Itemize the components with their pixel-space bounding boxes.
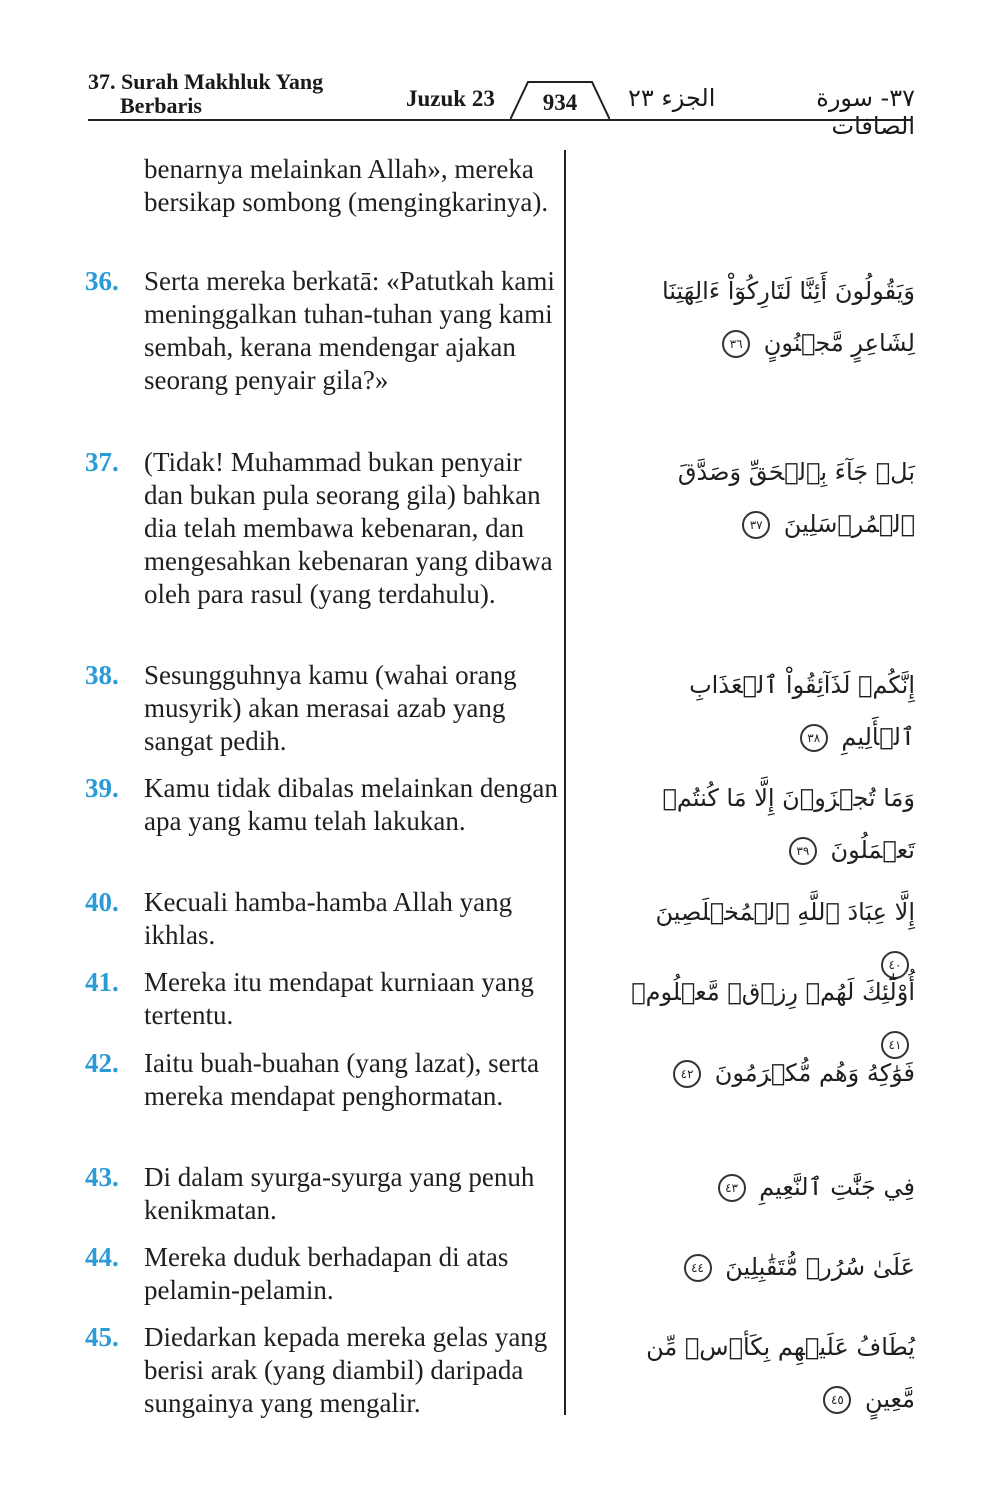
verse-number: 44. — [85, 1242, 119, 1272]
verse-translation: Kecuali hamba-hamba Allah yang ikhlas. — [144, 887, 513, 950]
verse-arabic — [615, 1161, 915, 1213]
verse-translation: Serta mereka berkatā: «Patutkah kami meninggalkan tuhan-tuhan yang kami sembah, kerana mendengar ajakan seorang penyair gila?» — [144, 266, 555, 395]
surah-title-line1: 37. Surah Makhluk Yang — [88, 69, 324, 94]
verse-translation: Di dalam syurga-syurga yang penuh kenikmatan. — [144, 1162, 535, 1225]
header-rule — [88, 119, 912, 121]
ayah-marker: ٣٩ — [789, 837, 817, 865]
ayah-marker: ٣٧ — [742, 511, 770, 539]
arabic-text: فَوَٰكِهُ وَهُم مُّكۡرَمُونَ — [714, 1059, 915, 1087]
verse-arabic — [615, 1321, 915, 1425]
verse-arabic — [615, 1241, 915, 1293]
arabic-text: إِنَّكُمۡ لَذَآئِقُواْ ٱلۡعَذَابِ ٱلۡأَلِيمِ — [689, 671, 915, 751]
ayah-marker: ٤١ — [881, 1031, 909, 1059]
verse-translation: (Tidak! Muhammad bukan penyair dan bukan pula seorang gila) bahkan dia telah membawa kebenaran, dan mengesahkan kebenaran yang dibawa oleh para rasul (yang terdahulu). — [144, 447, 553, 609]
verse-arabic — [615, 265, 915, 369]
verse-number: 36. — [85, 266, 119, 296]
arabic-text: وَيَقُولُونَ أَئِنَّا لَتَارِكُوٓاْ ءَالِهَتِنَا لِشَاعِرٍ مَّجۡنُونٍ — [661, 277, 915, 357]
ayah-marker: ٤٥ — [823, 1386, 851, 1414]
intro-text: benarnya melainkan Allah», mereka bersikap sombong (mengingkarinya). — [144, 154, 549, 217]
verse-translation: Iaitu buah-buahan (yang lazat), serta mereka mendapat penghormatan. — [144, 1048, 540, 1111]
arabic-text: فِي جَنَّٰتِ ٱلنَّعِيمِ — [759, 1173, 915, 1201]
surah-title-line2: Berbaris — [120, 93, 202, 118]
column-divider — [564, 150, 566, 1415]
verse-number: 40. — [85, 887, 119, 917]
arabic-text: بَلۡ جَآءَ بِٱلۡحَقِّ وَصَدَّقَ ٱلۡمُرۡسَلِينَ — [677, 458, 915, 538]
ayah-marker: ٣٨ — [800, 724, 828, 752]
arabic-text: وَمَا تُجۡزَوۡنَ إِلَّا مَا كُنتُمۡ تَعۡمَلُونَ — [662, 784, 915, 864]
verse-translation: Mereka duduk berhadapan di atas pelamin-pelamin. — [144, 1242, 509, 1305]
surah-title-arabic: ٣٧- سورة الصافات — [816, 84, 915, 140]
ayah-marker: ٤٤ — [684, 1254, 712, 1282]
verse-number: 45. — [85, 1322, 119, 1352]
arabic-text: أُوْلَٰٓئِكَ لَهُمۡ رِزۡقٞ مَّعۡلُومٞ — [631, 978, 915, 1006]
verse-arabic — [615, 1047, 915, 1099]
juzuk-label: Juzuk 23 — [406, 86, 495, 111]
arabic-text: إِلَّا عِبَادَ ٱللَّهِ ٱلۡمُخۡلَصِينَ — [655, 898, 915, 926]
verse-number: 42. — [85, 1048, 119, 1078]
verse-translation: Mereka itu mendapat kurniaan yang tertentu. — [144, 967, 534, 1030]
verse-arabic — [615, 446, 915, 550]
verse-arabic — [615, 772, 915, 876]
juz-label-arabic: الجزء ٢٣ — [628, 84, 716, 112]
verse-arabic — [615, 659, 915, 763]
ayah-marker: ٤٢ — [673, 1060, 701, 1088]
verse-translation: Sesungguhnya kamu (wahai orang musyrik) akan merasai azab yang sangat pedih. — [144, 660, 517, 756]
arabic-text: عَلَىٰ سُرُرٖ مُّتَقَٰبِلِينَ — [725, 1253, 915, 1281]
verse-number: 39. — [85, 773, 119, 803]
ayah-marker: ٤٠ — [881, 951, 909, 979]
verse-number: 37. — [85, 447, 119, 477]
page-number-tab — [510, 78, 610, 122]
ayah-marker: ٣٦ — [722, 330, 750, 358]
arabic-text: يُطَافُ عَلَيۡهِم بِكَأۡسٖ مِّن مَّعِينٍ — [646, 1333, 915, 1413]
verse-number: 41. — [85, 967, 119, 997]
ayah-marker: ٤٣ — [718, 1174, 746, 1202]
verse-translation: Kamu tidak dibalas melainkan dengan apa yang kamu telah lakukan. — [144, 773, 558, 836]
verse-number: 38. — [85, 660, 119, 690]
verse-translation: Diedarkan kepada mereka gelas yang berisi arak (yang diambil) daripada sungainya yang mengalir. — [144, 1322, 548, 1418]
surah-title-latin — [88, 70, 388, 118]
page-number: 934 — [542, 90, 578, 115]
verse-number: 43. — [85, 1162, 119, 1192]
